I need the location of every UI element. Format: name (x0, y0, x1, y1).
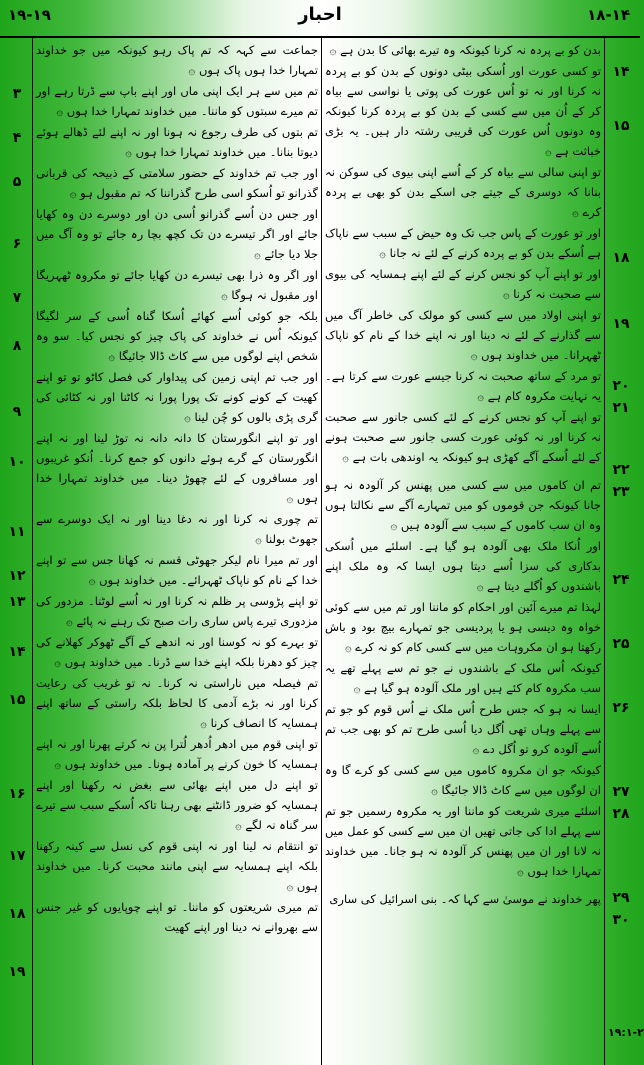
right-margin-rule (604, 38, 605, 1065)
verse-number: ۱۱ (8, 524, 26, 540)
verse: تو بہرے کو نہ کوسنا اور نہ اندھے کے آگے ٹھوکر کھلانے کی چیز کو دھرنا بلکہ اپنے خدا سے ڈرنا۔ میں خداوند ہوں ۞ (36, 635, 318, 669)
verse: ایسا نہ ہو کہ جس طرح اُس ملک نے اُس قوم کو جو تم سے پہلے وہاں تھی اُگل دیا اُسی طرح تم کو بھی جب تم اُسے آلودہ کرو تو اُگل دے ۞ (325, 702, 601, 756)
verse-number: ۲۸ (612, 806, 630, 822)
verse-number: ۱۹ (612, 316, 630, 332)
verse: اور جس دن اُسے گذرانو اُسی دن اور دوسرے دن وہ کھایا جائے اور اگر تیسرے دن تک کچھ بچا رہ جائے تو وہ آگ میں جلا دیا جائے ۞ (36, 207, 318, 261)
verse: تو اپنی سالی سے بیاہ کر کے اُسے اپنی بیوی کی سوکن نہ بنانا کہ دوسری کے جیتے جی اسکے بدن کو بھی بے پردہ کرے ۞ (325, 165, 601, 219)
verse-number: ۱۶ (8, 786, 26, 802)
verse-number: ۲۱ (612, 400, 630, 416)
verse: اور تم میرا نام لیکر جھوٹی قسم نہ کھانا جس سے تو اپنے خدا کے نام کو ناپاک ٹھہرائے۔ میں خداوند ہوں ۞ (36, 553, 318, 587)
verse: تو اپنی اولاد میں سے کسی کو مولک کی خاطر آگ میں سے گذارنے کے لئے نہ دینا اور نہ اپنے خدا کے نام کو ناپاک ٹھہرانا۔ میں خداوند ہوں ۞ (325, 308, 601, 362)
verse-number: ۸ (12, 338, 22, 354)
verse-number: ۱۳ (8, 594, 26, 610)
verse-number: ۱۵ (8, 692, 26, 708)
verse-number: ۲۵ (612, 636, 630, 652)
verse-number: ۱۰ (8, 454, 26, 470)
verse: تو انتقام نہ لینا اور نہ اپنی قوم کی نسل سے کینہ رکھنا بلکہ اپنے ہمسایہ سے اپنی مانند محبت کرنا۔ میں خداوند ہوں ۞ (36, 839, 318, 893)
verse: تم میں سے ہر ایک اپنی ماں اور اپنے باپ سے ڈرتا رہے اور تم میرے سبتوں کو ماننا۔ میں خداوند تمہارا خدا ہوں ۞ (36, 84, 318, 118)
verse: اور اُنکا ملک بھی آلودہ ہو گیا ہے۔ اسلئے میں اُسکی بدکاری کی سزا اُسے دیتا ہوں ایسا کہ وہ ملک اپنے باشندوں کو اُگلے دیتا ہے ۞ (325, 539, 601, 593)
verse: لہذا تم میرے آئین اور احکام کو ماننا اور تم میں سے کوئی خواہ وہ دیسی ہو یا پردیسی جو تمہارے بیچ بود و باش رکھتا ہو ان مکروہات میں سے کسی کام کو نہ کرے ۞ (325, 600, 601, 654)
verse-number: ۹ (12, 404, 22, 420)
page-header (0, 0, 640, 38)
verse: اور تو عورت کے پاس جب تک وہ حیض کے سبب سے ناپاک ہے اُسکے بدن کو بے پردہ کرنے کے لئے نہ جانا ۞ (325, 226, 601, 260)
verse: تم چوری نہ کرنا اور نہ دغا دینا اور نہ ایک دوسرے سے جھوٹ بولنا ۞ (36, 512, 318, 546)
verse-number: ۲۲ (612, 462, 630, 478)
verse-number: ۱۵ (612, 118, 630, 134)
verse-number: ۱۴ (8, 644, 26, 660)
verse: تم فیصلہ میں ناراستی نہ کرنا۔ نہ تو غریب کی رعایت کرنا اور نہ بڑے آدمی کا لحاظ بلکہ راستی کے ساتھ اپنے ہمسایہ کا انصاف کرنا ۞ (36, 676, 318, 730)
verse-number: ۶ (12, 236, 22, 252)
verse-number: ۲۳ (612, 484, 630, 500)
verse-number: ۱۷ (8, 848, 26, 864)
book-title: احبار (298, 4, 342, 25)
verse-number: ۳ (12, 86, 22, 102)
verse-number: ۷ (12, 290, 22, 306)
verse: بدن کو بے پردہ نہ کرنا کیونکہ وہ تیرے بھائی کا بدن ہے ۞ (329, 43, 601, 57)
left-margin-rule (32, 38, 33, 1065)
verse: تو اپنی قوم میں ادھر اُدھر لُترا پن نہ کرتے پھرنا اور نہ اپنے ہمسایہ کا خون کرنے پر آمادہ ہونا۔ میں خداوند ہوں ۞ (36, 737, 318, 771)
verse: اور تو اپنے آپ کو نجس کرنے کے لئے اپنے ہمسایہ کی بیوی سے صحبت نہ کرنا ۞ (325, 267, 601, 301)
verse: اور تو اپنے انگورستان کا دانہ دانہ نہ توڑ لینا اور نہ اپنے انگورستان کے گرے ہوئے دانوں کو جمع کرنا۔ اُنکو غریبوں اور مسافروں کے لئے چھوڑ دینا۔ میں خداوند تمہارا خدا ہوں ۞ (36, 431, 318, 505)
verse: تو اپنے دل میں اپنے بھائی سے بغض نہ رکھنا اور اپنے ہمسایہ کو ضرور ڈانٹنے بھی رہنا تاکہ اُسکے سبب سے تیرے سر گناہ نہ لگے ۞ (36, 778, 318, 832)
verse-number: ۴ (12, 130, 22, 146)
verse-number: ۱۹ (8, 964, 26, 980)
verse-number: ۳۰ (612, 912, 630, 928)
verse-number: ۲۴ (612, 572, 630, 588)
verse: کیونکہ جو ان مکروہ کاموں میں سے کسی کو کرے گا وہ ان لوگوں میں سے کاٹ ڈالا جائیگا ۞ (325, 763, 601, 797)
verse-number: ۲۹ (612, 890, 630, 906)
verse: جماعت سے کہہ کہ تم پاک رہو کیونکہ میں جو خداوند تمہارا خدا ہوں پاک ہوں ۞ (36, 43, 318, 77)
header-right-reference: ۱۸-۱۴ (587, 6, 630, 24)
verse-number: ۲۷ (612, 784, 630, 800)
verse-number: ۲۰ (612, 378, 630, 394)
verse: کیونکہ اُس ملک کے باشندوں نے جو تم سے پہلے تھے یہ سب مکروہ کام کئے ہیں اور ملک آلودہ ہو گیا ہے ۞ (325, 661, 601, 695)
verse: اسلئے میری شریعت کو ماننا اور یہ مکروہ رسمیں جو تم سے پہلے ادا کی جاتی تھیں ان میں سے کسی کو عمل میں نہ لانا اور ان میں پھنس کر آلودہ نہ ہو جانا۔ میں خداوند تمہارا خدا ہوں ۞ (325, 804, 601, 878)
verse: تم میری شریعتوں کو ماننا۔ تو اپنے چوپایوں کو غیر جنس سے بھروانے نہ دینا اور اپنے کھیت (36, 900, 318, 934)
verse: تو مرد کے ساتھ صحبت نہ کرنا جیسے عورت سے کرتا ہے۔ یہ نہایت مکروہ کام ہے ۞ (325, 369, 601, 403)
verse-number: ۱۴ (612, 64, 630, 80)
verse: تو اپنے پڑوسی پر ظلم نہ کرنا اور نہ اُسے لوٹنا۔ مزدور کی مزدوری تیرے پاس ساری رات صبح تک رہنے نہ پائے ۞ (36, 594, 318, 628)
verse-number: ۱۸ (612, 250, 630, 266)
verse: اور جب تم اپنی زمین کی پیداوار کی فصل کاٹو تو تو اپنے کھیت کے کونے کونے تک پورا پورا نہ کاٹنا اور نہ کٹائی کی گری پڑی بالوں کو چُن لینا ۞ (36, 370, 318, 424)
verse: تم بتوں کی طرف رجوع نہ ہونا اور نہ اپنے لئے ڈھالے ہوئے دیوتا بنانا۔ میں خداوند تمہارا خدا ہوں ۞ (36, 125, 318, 159)
right-text-column (325, 40, 601, 910)
header-left-reference: ۱۹-۱۹ (8, 6, 51, 24)
left-text-column (36, 40, 318, 938)
column-divider (321, 38, 322, 1065)
verse-number: ۲۶ (612, 700, 630, 716)
verse: اور اگر وہ ذرا بھی تیسرے دن کھایا جائے تو مکروہ ٹھہریگا اور مقبول نہ ہوگا ۞ (36, 268, 318, 302)
verse: بلکہ جو کوئی اُسے کھائے اُسکا گناہ اُسی کے سر لگیگا کیونکہ اُس نے خداوند کی پاک چیز کو نجس کیا۔ سو وہ شخص اپنے لوگوں میں سے کاٹ ڈالا جائیگا ۞ (36, 309, 318, 363)
verse: پھر خداوند نے موسیٰ سے کہا کہ۔ بنی اسرائیل کی ساری (329, 892, 601, 906)
verse: تو کسی عورت اور اُسکی بیٹی دونوں کے بدن کو بے پردہ نہ کرنا اور نہ تو اُس عورت کی پوتی یا نواسی سے بیاہ کر کے اُن میں سے کسی کے بدن کو بے پردہ کرنا کیونکہ وہ دونوں اُس عورت کی قریبی رشتہ دار ہیں۔ یہ بڑی خباثت ہے ۞ (325, 64, 601, 158)
verse-number: ۱۲ (8, 568, 26, 584)
verse-number: ۱۸ (8, 906, 26, 922)
verse: اور جب تم خداوند کے حضور سلامتی کے ذبیحہ کی قربانی گذرانو تو اُسکو اسی طرح گذراننا کہ تم مقبول ہو ۞ (36, 166, 318, 200)
verse: تو اپنے آپ کو نجس کرنے کے لئے کسی جانور سے صحبت نہ کرنا اور نہ کوئی عورت کسی جانور سے صحبت ہونے کے لئے اُسکے آگے کھڑی ہو کیونکہ یہ اوندھی بات ہے ۞ (325, 410, 601, 464)
verse: تم ان کاموں میں سے کسی میں پھنس کر آلودہ نہ ہو جانا کیونکہ جن قوموں کو میں تمہارے آگے سے نکالتا ہوں وہ ان سب کاموں کے سبب سے آلودہ ہیں ۞ (325, 478, 601, 532)
verse-number: ۵ (12, 174, 22, 190)
verse-number: ۱۹:۱-۲ (608, 1026, 644, 1039)
